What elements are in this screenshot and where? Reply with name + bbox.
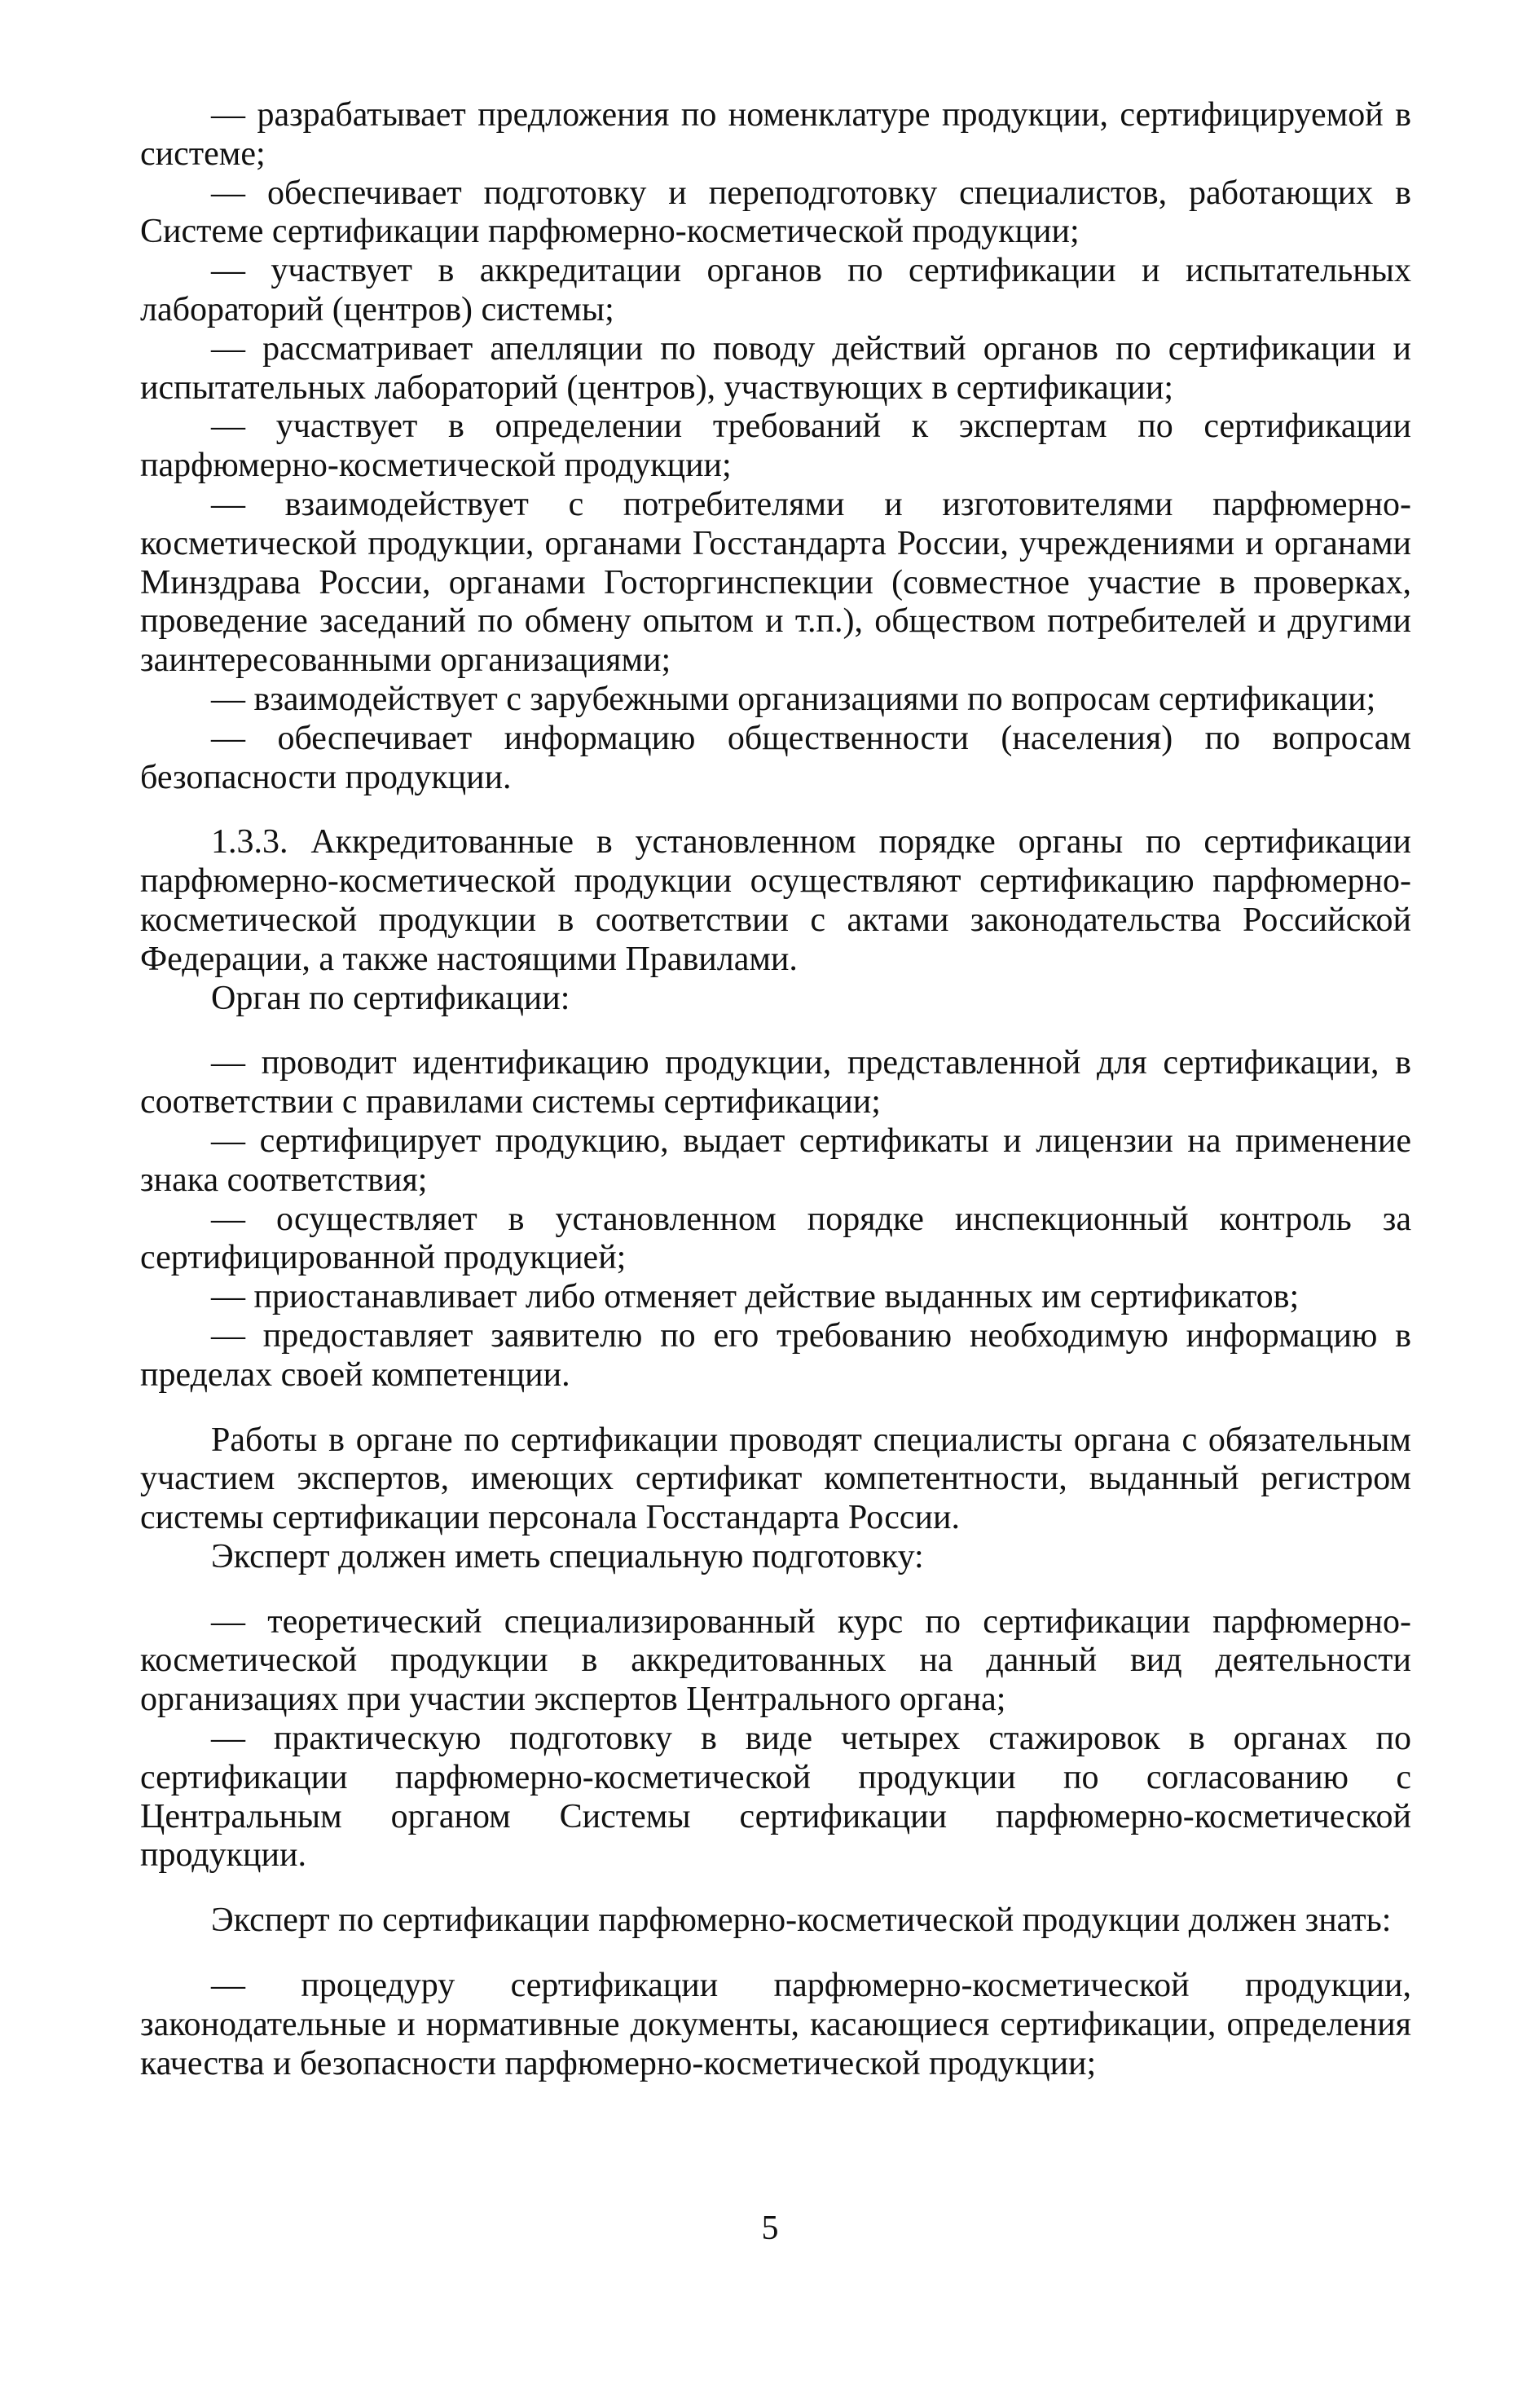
expert-knowledge-list xyxy=(140,1967,1411,2083)
paragraph: Эксперт по сертификации парфюмерно-косметической продукции должен знать: xyxy=(211,1901,1392,1940)
expert-training-list xyxy=(140,1603,1411,1876)
list-item: — разрабатывает предложения по номенклатуре продукции, сертифицируемой в системе; xyxy=(140,96,1411,173)
list-item: — рассматривает апелляции по поводу действий органов по сертификации и испытательных лабораторий (центров), участвующих в сертификации; xyxy=(140,329,1411,407)
list-item: — обеспечивает подготовку и переподготовку специалистов, работающих в Системе сертификации парфюмерно-косметической продукции; xyxy=(140,174,1411,251)
paragraph: Работы в органе по сертификации проводят специалисты органа с обязательным участием экспертов, имеющих сертификат компетентности, выданный регистром системы сертификации персонала Госстандарта России. xyxy=(140,1421,1411,1537)
list-item: — участвует в аккредитации органов по сертификации и испытательных лабораторий (центров) системы; xyxy=(140,252,1411,328)
list-item: — проводит идентификацию продукции, представленной для сертификации, в соответствии с правилами системы сертификации; xyxy=(140,1044,1411,1121)
page-number: 5 xyxy=(761,2210,779,2247)
list-item: — участвует в определении требований к экспертам по сертификации парфюмерно-косметической продукции; xyxy=(140,408,1411,485)
list-item: — взаимодействует с зарубежными организациями по вопросам сертификации; xyxy=(211,680,1376,718)
list-item: — предоставляет заявителю по его требованию необходимую информацию в пределах своей компетенции. xyxy=(140,1316,1411,1394)
paragraph: Орган по сертификации: xyxy=(211,979,570,1017)
list-item: — приостанавливает либо отменяет действие выданных им сертификатов; xyxy=(211,1278,1300,1316)
list-item: — сертифицирует продукцию, выдает сертификаты и лицензии на применение знака соответствия; xyxy=(140,1121,1411,1199)
experts-paragraph xyxy=(140,1421,1411,1577)
paragraph: 1.3.3. Аккредитованные в установленном порядке органы по сертификации парфюмерно-косметической продукции осуществляют сертификацию парфюмерно-косметической продукции в соответствии с актами законодательства Российской Федерации, а также настоящими Правилами. xyxy=(140,823,1411,978)
list-item: — теоретический специализированный курс по сертификации парфюмерно-косметической продукции в аккредитованных на данный вид деятельности организациях при участии экспертов Центрального органа; xyxy=(140,1602,1411,1719)
list-item: — осуществляет в установленном порядке инспекционный контроль за сертифицированной продукцией; xyxy=(140,1200,1411,1277)
expert-knowledge-heading xyxy=(140,1901,1411,1941)
section-1-3-3 xyxy=(140,823,1411,1018)
document-page xyxy=(140,96,1411,2083)
paragraph: Эксперт должен иметь специальную подготовку: xyxy=(211,1537,924,1575)
list-item: — взаимодействует с потребителями и изготовителями парфюмерно-косметической продукции, органами Госстандарта России, учреждениями и органами Минздрава России, органами Госторгинспекции (совместное участие в проверках, проведение заседаний по обмену опытом и т.п.), обществом потребителей и другими заинтересованными организациями; xyxy=(140,485,1411,680)
list-item: — процедуру сертификации парфюмерно-косметической продукции, законодательные и нормативные документы, касающиеся сертификации, определения качества и безопасности парфюмерно-косметической продукции; xyxy=(140,1967,1411,2082)
central-organ-duties-list xyxy=(140,96,1411,797)
certification-body-duties-list xyxy=(140,1044,1411,1395)
list-item: — практическую подготовку в виде четырех стажировок в органах по сертификации парфюмерно-косметической продукции по согласованию с Центральным органом Системы сертификации парфюмерно-косметической продукции. xyxy=(140,1720,1411,1875)
list-item: — обеспечивает информацию общественности (населения) по вопросам безопасности продукции. xyxy=(140,719,1411,796)
